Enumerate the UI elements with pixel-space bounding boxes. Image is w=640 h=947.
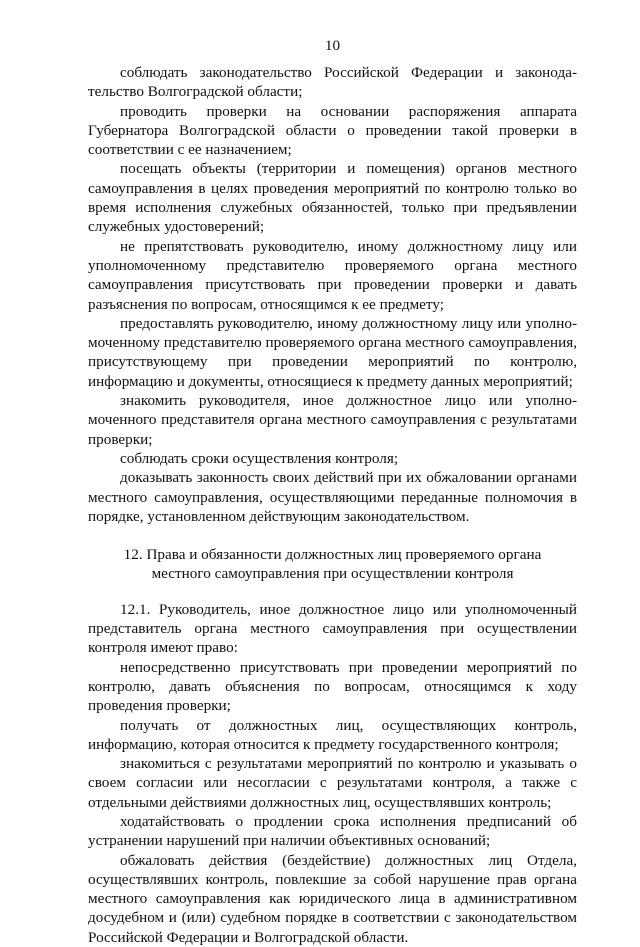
paragraph: знакомиться с результатами мероприятий по контролю и указывать о своем согласии или несогласии с результатами контроля, а также с отдельными действиями должностных лиц, осуществлявших контроль;	[88, 755, 577, 811]
paragraph: ходатайствовать о продлении срока исполнения предписаний об устранении нарушений при наличии объективных оснований;	[88, 812, 577, 850]
document-page	[88, 36, 577, 947]
paragraph: обжаловать действия (бездействие) должностных лиц Отдела, осуществлявших контроль, повлекшие за собой нарушение прав органа местного самоуправления как юридического лица в административном досудебном и (или) судебном порядке в соответствии с законодательством Российской Федерации и Волгоградской области.	[88, 851, 577, 946]
paragraph: 12.1. Руководитель, иное должностное лицо или уполномоченный представитель органа местного самоуправления при осуществлении контроля имеют право:	[88, 600, 577, 657]
paragraph: проводить проверки на основании распоряжения аппарата Губернатора Волгоградской области о проведении такой проверки в соответствии с ее назначением;	[88, 102, 577, 159]
paragraph: соблюдать законодательство Российской Федерации и законодательство Волгоградской области;	[88, 64, 577, 101]
paragraph: доказывать законность своих действий при их обжаловании органами местного самоуправления, осуществляющими переданные полномочия в порядке, установленном действующим законодательством.	[88, 469, 577, 525]
section-heading-line: 12. Права и обязанности должностных лиц проверяемого органа	[123, 546, 542, 564]
paragraph: знакомить руководителя, иное должностное лицо или уполномоченного представителя органа местного самоуправления с результатами проверки;	[88, 392, 577, 448]
paragraph: посещать объекты (территории и помещения) органов местного самоуправления в целях проведения мероприятий по контролю только во время исполнения служебных обязанностей, только при предъявлении служебных удостоверений;	[88, 160, 577, 236]
section-heading	[88, 545, 577, 584]
rights-list	[88, 600, 577, 947]
paragraph: соблюдать сроки осуществления контроля;	[120, 449, 399, 467]
paragraph: получать от должностных лиц, осуществляющих контроль, информацию, которая относится к предмету государственного контроля;	[88, 716, 577, 753]
duties-list	[88, 63, 577, 526]
paragraph: предоставлять руководителю, иному должностному лицу или уполномоченному представителю проверяемого органа местного самоуправления, присутствующему при проведении мероприятий по контролю, информацию и документы, относящиеся к предмету данных мероприятий;	[88, 314, 577, 390]
paragraph: непосредственно присутствовать при проведении мероприятий по контролю, давать объяснения по вопросам, относящимся к ходу проведения проверки;	[88, 658, 577, 715]
paragraph: не препятствовать руководителю, иному должностному лицу или уполномоченному представителю проверяемого органа местного самоуправления присутствовать при проведении проверки и давать разъяснения по вопросам, относящимся к ее предмету;	[88, 237, 577, 313]
section-heading-line: местного самоуправления при осуществлении контроля	[151, 565, 514, 583]
page-number: 10	[324, 37, 341, 54]
